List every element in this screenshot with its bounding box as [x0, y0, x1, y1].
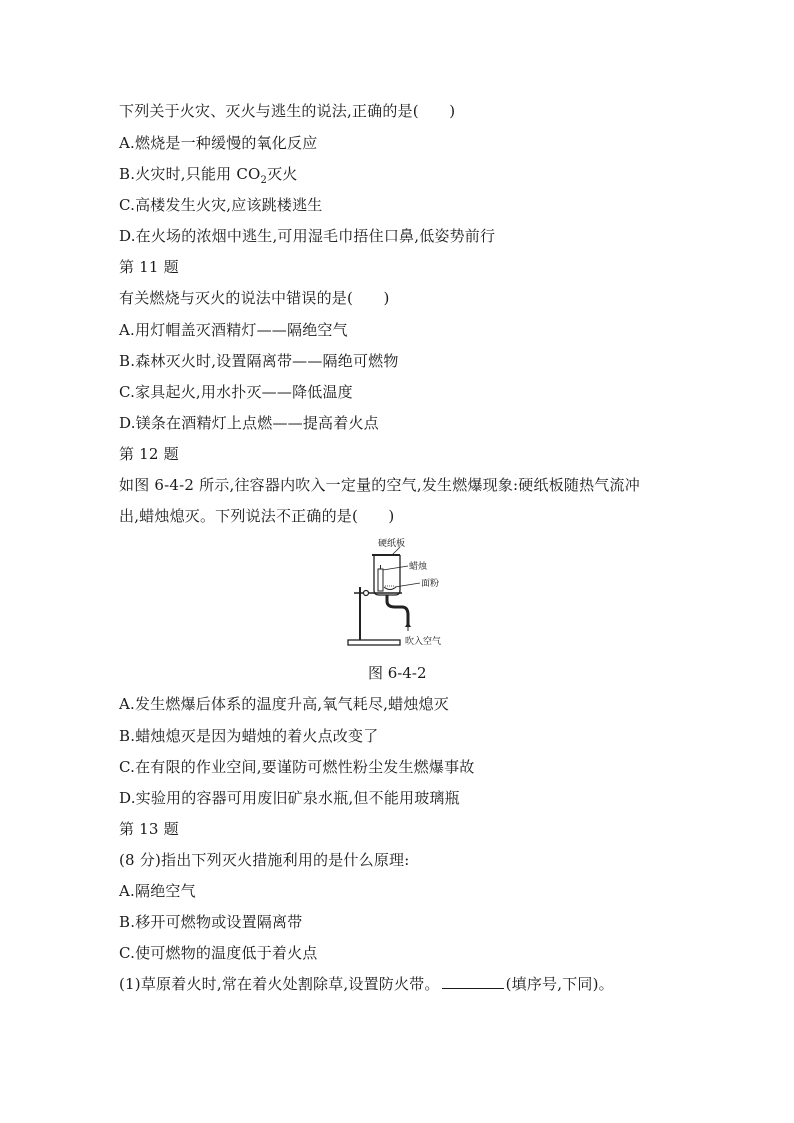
leader-flour — [395, 583, 420, 587]
question-11-option-a: A.用灯帽盖灭酒精灯——隔绝空气 — [119, 321, 348, 339]
option-b-tail: 灭火 — [267, 165, 298, 183]
question-12-option-c: C.在有限的作业空间,要谨防可燃性粉尘发生燃爆事故 — [119, 758, 475, 776]
question-12-stem-line2: 出,蜡烛熄灭。下列说法不正确的是( ) — [119, 507, 395, 525]
question-13-label: 第 13 题 — [119, 820, 179, 838]
question-10-stem: 下列关于火灾、灭火与逃生的说法,正确的是( ) — [119, 102, 456, 120]
candle — [378, 569, 383, 591]
figure-caption: 图 6-4-2 — [368, 664, 427, 682]
question-12-option-d: D.实验用的容器可用废旧矿泉水瓶,但不能用玻璃瓶 — [119, 789, 460, 807]
question-11-stem: 有关燃烧与灭火的说法中错误的是( ) — [119, 289, 390, 307]
subscript-2: 2 — [260, 175, 268, 186]
label-flour: 面粉 — [421, 579, 440, 589]
label-candle: 蜡烛 — [409, 562, 428, 572]
air-arrow-head — [405, 622, 411, 627]
question-12-stem-line1: 如图 6-4-2 所示,往容器内吹入一定量的空气,发生燃爆现象:硬纸板随热气流冲 — [119, 476, 640, 494]
question-10-option-d: D.在火场的浓烟中逃生,可用湿毛巾捂住口鼻,低姿势前行 — [119, 227, 496, 245]
question-13-option-a: A.隔绝空气 — [119, 882, 196, 900]
question-13-stem: (8 分)指出下列灭火措施利用的是什么原理: — [119, 851, 410, 869]
question-13-option-b: B.移开可燃物或设置隔离带 — [119, 913, 303, 931]
question-10-option-b — [119, 164, 297, 191]
question-12-option-a: A.发生燃爆后体系的温度升高,氧气耗尽,蜡烛熄灭 — [119, 695, 449, 713]
question-11-option-d: D.镁条在酒精灯上点燃——提高着火点 — [119, 414, 379, 432]
apparatus-diagram — [340, 537, 460, 652]
part-1-tail: (填序号,下同)。 — [505, 975, 614, 993]
question-13-part-1 — [119, 974, 614, 994]
question-12-option-b: B.蜡烛熄灭是因为蜡烛的着火点改变了 — [119, 727, 379, 745]
leader-candle — [383, 566, 408, 570]
air-tube — [387, 595, 408, 627]
label-cardboard: 硬纸板 — [378, 539, 406, 549]
question-13-option-c: C.使可燃物的温度低于着火点 — [119, 944, 318, 962]
answer-blank[interactable] — [442, 974, 504, 989]
experiment-figure — [340, 537, 460, 652]
question-11-option-b: B.森林灭火时,设置隔离带——隔绝可燃物 — [119, 352, 399, 370]
stand-base — [348, 640, 400, 645]
option-b-text: B.火灾时,只能用 CO — [119, 165, 261, 183]
clamp-screw — [364, 591, 369, 596]
question-12-label: 第 12 题 — [119, 445, 179, 463]
label-blow-air: 吹入空气 — [405, 637, 442, 647]
question-10-option-c: C.高楼发生火灾,应该跳楼逃生 — [119, 196, 323, 214]
question-11-label: 第 11 题 — [119, 258, 179, 276]
question-10-option-a: A.燃烧是一种缓慢的氧化反应 — [119, 134, 318, 152]
part-1-text: (1)草原着火时,常在着火处割除草,设置防火带。 — [119, 975, 440, 993]
flour-dish — [384, 587, 396, 590]
question-11-option-c: C.家具起火,用水扑灭——降低温度 — [119, 383, 353, 401]
